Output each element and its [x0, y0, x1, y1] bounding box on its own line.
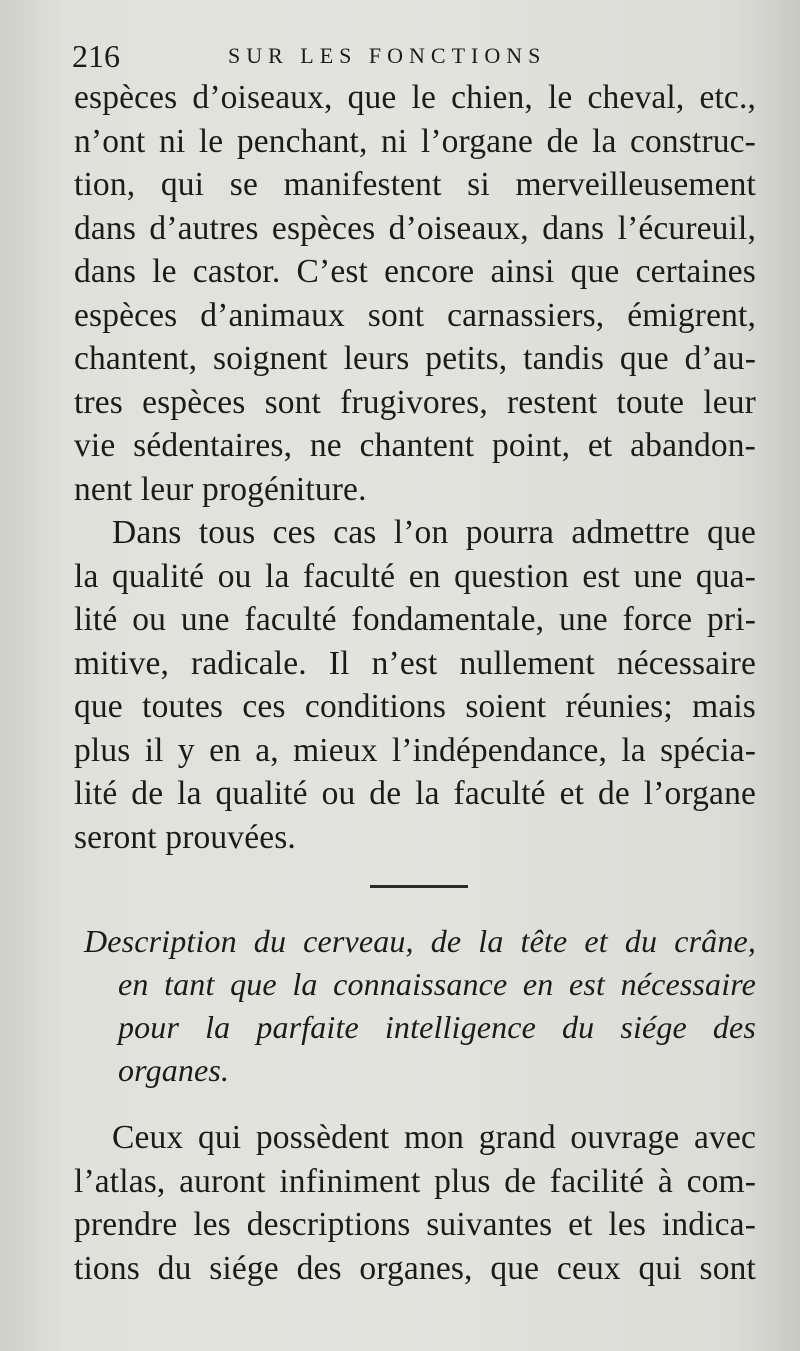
text-line: la qualité ou la faculté en question est une qua-	[74, 557, 756, 595]
main-text	[74, 76, 756, 859]
heading-line: en tant que la connaissance en est nécessaire	[118, 966, 756, 1002]
text-line: chantent, soignent leurs petits, tandis que d’au-	[74, 340, 756, 377]
text-line: lité ou une faculté fondamentale, une force pri-	[74, 601, 756, 638]
heading-line: organes.	[118, 1052, 230, 1088]
text-line: tres espèces sont frugivores, restent toute leur	[74, 383, 756, 421]
text-line: seront prouvées.	[74, 818, 296, 856]
running-title: SUR LES FONCTIONS	[228, 43, 547, 68]
text-line: nent leur progéniture.	[74, 470, 367, 508]
text-line: l’atlas, auront infiniment plus de facilité à com-	[74, 1162, 756, 1200]
paragraph-atlas	[74, 1116, 756, 1290]
text-line: plus il y en a, mieux l’indépendance, la spécia-	[74, 731, 756, 769]
text-line: prendre les descriptions suivantes et les indica-	[74, 1206, 756, 1243]
heading-line: Description du cerveau, de la tête et du crâne,	[84, 923, 756, 959]
text-line: que toutes ces conditions soient réunies; mais	[74, 688, 756, 725]
text-line: espèces d’oiseaux, que le chien, le cheval, etc.,	[74, 79, 756, 116]
text-line: dans le castor. C’est encore ainsi que certaines	[74, 253, 756, 290]
section-heading	[84, 920, 756, 1092]
text-line: vie sédentaires, ne chantent point, et abandon-	[74, 427, 756, 464]
paragraph-species-behaviour	[74, 76, 756, 511]
text-line: tions du siége des organes, que ceux qui sont	[74, 1249, 756, 1287]
page-header	[72, 36, 752, 76]
text-line: mitive, radicale. Il n’est nullement nécessaire	[74, 644, 756, 682]
text-line: lité de la qualité ou de la faculté et de l’organe	[74, 775, 756, 812]
section-divider	[370, 885, 468, 888]
text-line: espèces d’animaux sont carnassiers, émigrent,	[74, 296, 756, 334]
text-line: n’ont ni le penchant, ni l’organe de la construc-	[74, 122, 756, 160]
text-line: Ceux qui possèdent mon grand ouvrage avec	[112, 1119, 756, 1156]
paragraph-fundamental-faculty	[74, 511, 756, 859]
text-line: Dans tous ces cas l’on pourra admettre que	[112, 514, 756, 551]
text-line: dans d’autres espèces d’oiseaux, dans l’écureuil,	[74, 209, 756, 247]
page-number: 216	[72, 38, 120, 74]
heading-line: pour la parfaite intelligence du siége des	[118, 1009, 756, 1045]
text-line: tion, qui se manifestent si merveilleusement	[74, 166, 756, 203]
